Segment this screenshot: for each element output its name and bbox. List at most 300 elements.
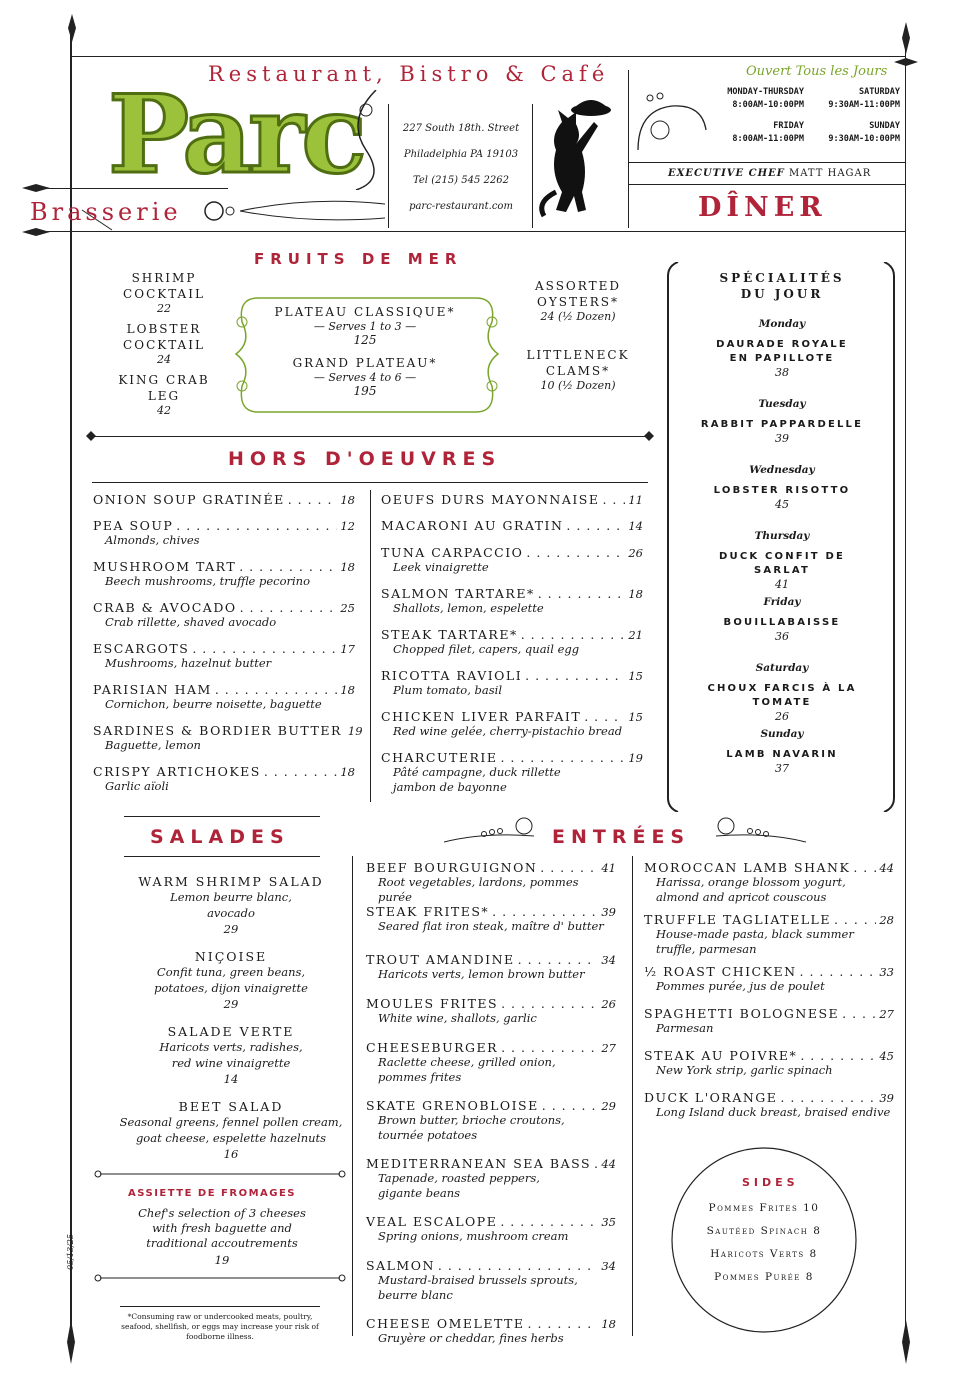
menu-item-name: TROUT AMANDINE (366, 952, 515, 967)
leader-dots (500, 1214, 598, 1229)
menu-item-name: RICOTTA RAVIOLI (381, 668, 523, 683)
menu-item-desc: Root vegetables, lardons, pommes purée (378, 875, 579, 904)
menu-item-desc: Parmesan (656, 1021, 714, 1035)
menu-item-price: 26 (628, 546, 643, 560)
hours-sunday (800, 120, 900, 146)
menu-item (644, 1048, 894, 1078)
menu-item-desc: Tapenade, roasted peppers, (378, 1171, 540, 1185)
corner-ornament-top-left (62, 14, 82, 54)
leader-dots (800, 964, 877, 979)
menu-item-name: VEAL ESCALOPE (366, 1214, 498, 1229)
corner-ornament-bottom-right (898, 1320, 914, 1364)
menu-item-desc: Beech mushrooms, truffle pecorino (105, 574, 311, 588)
leader-dots (842, 1006, 876, 1021)
menu-item-price: 39 (601, 905, 616, 919)
leader-dots (594, 1156, 598, 1171)
hours-days: FRIDAY (773, 121, 804, 131)
menu-item-row (381, 709, 643, 724)
special-of-day (690, 318, 874, 379)
chef-name: MATT HAGAR (788, 168, 872, 179)
menu-item-desc: Plum tomato, basil (393, 683, 503, 697)
corner-ornament-bottom-left (63, 1320, 79, 1364)
menu-item-desc: tournée potatoes (378, 1128, 478, 1142)
menu-item-desc: Mushrooms, hazelnut butter (105, 656, 272, 670)
menu-item-row (93, 600, 355, 615)
menu-item-row (93, 492, 355, 507)
ouvert-label: Ouvert Tous les Jours (746, 64, 888, 79)
plateau-block (260, 304, 470, 398)
seafood-price: 10 (½ Dozen) (540, 379, 616, 392)
menu-item (381, 750, 643, 795)
leader-dots (215, 682, 338, 697)
platter-price: 195 (353, 384, 377, 398)
special-day: Friday (763, 596, 801, 608)
menu-item-price: 29 (601, 1099, 616, 1113)
salad-price: 29 (223, 997, 239, 1011)
special-price: 38 (775, 366, 789, 379)
menu-item-price: 35 (601, 1215, 616, 1229)
menu-item-name: PARISIAN HAM (93, 682, 212, 697)
menu-item (381, 492, 643, 507)
menu-item-desc: Almonds, chives (105, 533, 200, 547)
menu-item-name: TRUFFLE TAGLIATELLE (644, 912, 831, 927)
salad-desc: Haricots verts, radishes, red wine vinaigrette (159, 1040, 303, 1070)
chef-line-top (628, 162, 905, 163)
leader-dots (834, 912, 876, 927)
menu-item-desc: Garlic aïoli (105, 779, 169, 793)
menu-item-row (644, 1090, 894, 1105)
sides-title: SIDES (742, 1176, 799, 1189)
menu-item-name: ½ ROAST CHICKEN (644, 964, 797, 979)
menu-item (366, 1316, 616, 1346)
address-block (396, 116, 526, 220)
menu-item (93, 764, 355, 794)
fruits-de-mer-left (104, 270, 224, 417)
swirl-ornament-right (336, 90, 386, 190)
fruits-de-mer-right (520, 278, 636, 392)
menu-item-desc: Seared flat iron steak, maître d' butter (378, 919, 604, 933)
salad-price: 16 (223, 1147, 239, 1161)
hours-days: SUNDAY (869, 121, 900, 131)
leader-dots (264, 764, 338, 779)
salades-bottom-line (124, 856, 320, 857)
menu-item-price: 21 (628, 628, 643, 642)
menu-item-desc: jambon de bayonne (393, 780, 507, 794)
menu-item (381, 518, 643, 533)
salad-price: 29 (223, 922, 239, 936)
menu-item-name: CHICKEN LIVER PARFAIT (381, 709, 582, 724)
special-dish: RABBIT PAPPARDELLE (700, 419, 864, 430)
menu-item-name: SKATE GRENOBLOISE (366, 1098, 539, 1113)
leader-dots (525, 668, 625, 683)
menu-item-desc: Chopped filet, capers, quail egg (393, 642, 580, 656)
menu-item-row (381, 668, 643, 683)
fromages-frame-bottom (92, 1272, 348, 1284)
specialites-bracket-right (882, 262, 896, 812)
menu-item (644, 912, 894, 957)
menu-item-name: TUNA CARPACCIO (381, 545, 524, 560)
menu-item-name: SPAGHETTI BOLOGNESE (644, 1006, 840, 1021)
menu-item-row (93, 559, 355, 574)
salades-list (96, 874, 366, 1162)
menu-item-name: CRISPY ARTICHOKES (93, 764, 261, 779)
menu-item-desc: Leek vinaigrette (393, 560, 489, 574)
leader-dots (288, 492, 338, 507)
menu-item-name: STEAK TARTARE* (381, 627, 518, 642)
hours-time: 9:30AM-11:00PM (828, 100, 900, 110)
menu-item-row (381, 492, 643, 507)
seafood-price: 24 (157, 353, 171, 366)
seafood-name: LOBSTER COCKTAIL (123, 322, 205, 352)
menu-item-row (644, 964, 894, 979)
menu-item-price: 44 (879, 861, 894, 875)
menu-item-price: 41 (601, 861, 616, 875)
menu-item-desc: beurre blanc (378, 1288, 453, 1302)
menu-item-desc: truffle, parmesan (656, 942, 757, 956)
menu-item-row (381, 627, 643, 642)
menu-item-name: OEUFS DURS MAYONNAISE (381, 492, 600, 507)
menu-item-desc: Shallots, lemon, espelette (393, 601, 544, 615)
special-dish: LOBSTER RISOTTO (713, 485, 851, 496)
menu-item (381, 709, 643, 739)
sides-list (680, 1202, 848, 1283)
menu-item-name: PEA SOUP (93, 518, 174, 533)
menu-item-price: 18 (340, 683, 355, 697)
leader-dots (540, 860, 598, 875)
executive-chef (668, 168, 871, 179)
menu-item-row (366, 1214, 616, 1229)
special-day: Monday (758, 318, 806, 330)
menu-item-name: CRAB & AVOCADO (93, 600, 237, 615)
menu-item-price: 14 (628, 519, 643, 533)
menu-item-desc: Raclette cheese, grilled onion, (378, 1055, 556, 1069)
restaurant-tagline: Restaurant, Bistro & Café (208, 62, 610, 86)
side-item: Pommes Frites 10 (708, 1202, 820, 1214)
menu-item (381, 668, 643, 698)
salad-desc: Seasonal greens, fennel pollen cream, goat cheese, espelette hazelnuts (119, 1115, 343, 1145)
hors-top-line (92, 482, 648, 483)
menu-item-desc: Gruyère or cheddar, fines herbs (378, 1331, 564, 1345)
special-price: 37 (775, 762, 789, 775)
menu-item (644, 1090, 894, 1120)
menu-item-price: 12 (340, 519, 355, 533)
menu-item-row (93, 641, 355, 656)
menu-item-price: 27 (601, 1041, 616, 1055)
special-of-day (690, 398, 874, 445)
address-street: 227 South 18th. Street (402, 123, 520, 134)
menu-item-desc: Harissa, orange blossom yogurt, (656, 875, 846, 889)
leader-dots (538, 586, 626, 601)
menu-item-row (644, 1048, 894, 1063)
menu-item (381, 545, 643, 575)
menu-item-price: 11 (628, 493, 643, 507)
menu-item-price: 39 (879, 1091, 894, 1105)
menu-item-desc: Baguette, lemon (105, 738, 201, 752)
special-day: Thursday (754, 530, 810, 542)
fromages-frame-top (92, 1168, 348, 1180)
platter-serves: — Serves 1 to 3 — (313, 320, 417, 333)
address-phone: Tel (215) 545 2262 (413, 175, 509, 186)
entrees-left-border (352, 856, 353, 1336)
menu-item (366, 1098, 616, 1143)
special-dish: LAMB NAVARIN (726, 749, 838, 760)
leader-dots (853, 860, 876, 875)
menu-item-desc: Haricots verts, lemon brown butter (378, 967, 585, 981)
swirl-ornament (200, 196, 390, 226)
menu-item (366, 904, 616, 934)
seafood-price: 22 (157, 302, 171, 315)
side-item: Sautéed Spinach 8 (706, 1225, 822, 1237)
menu-item (644, 964, 894, 994)
meal-title: DÎNER (698, 192, 827, 223)
special-dish: CHOUX FARCIS À LA TOMATE (707, 683, 857, 708)
menu-item-desc: Crab rillette, shaved avocado (105, 615, 277, 629)
print-date: 05/13/25 (66, 1234, 75, 1270)
menu-item-name: MACARONI AU GRATIN (381, 518, 564, 533)
leader-dots (800, 1048, 876, 1063)
specialites-bracket-left (666, 262, 680, 812)
specialites-title: SPÉCIALITÉS DU JOUR (719, 271, 845, 301)
hours-time: 9:30AM-10:00PM (828, 134, 900, 144)
menu-item-name: MOROCCAN LAMB SHANK (644, 860, 851, 875)
seafood-name: SHRIMP COCKTAIL (123, 271, 205, 301)
menu-item-desc: White wine, shallots, garlic (378, 1011, 537, 1025)
menu-item-price: 25 (340, 601, 355, 615)
menu-item-row (93, 682, 355, 697)
menu-item-row (366, 952, 616, 967)
menu-item-price: 18 (340, 560, 355, 574)
menu-item-desc: Long Island duck breast, braised endive (656, 1105, 891, 1119)
menu-item-desc: Red wine gelée, cherry-pistachio bread (393, 724, 623, 738)
entrees-title: ENTRÉES (552, 826, 691, 848)
header-bottom-line (28, 231, 905, 232)
menu-item-row (366, 904, 616, 919)
menu-item-price: 45 (879, 1049, 894, 1063)
menu-item-desc: House-made pasta, black summer (656, 927, 854, 941)
leader-dots (500, 750, 625, 765)
menu-item-price: 44 (601, 1157, 616, 1171)
menu-item-price: 18 (340, 765, 355, 779)
menu-item-price: 26 (601, 997, 616, 1011)
cat-waiter-illustration (536, 92, 626, 218)
menu-item-row (366, 860, 616, 875)
seafood-name: KING CRAB LEG (118, 373, 210, 403)
leader-dots (501, 996, 598, 1011)
platter-name: GRAND PLATEAU* (292, 356, 438, 370)
menu-item (644, 860, 894, 905)
leader-dots (528, 1316, 599, 1331)
hors-divider (370, 490, 371, 802)
salad-name: SALADE VERTE (167, 1024, 295, 1039)
menu-item-row (366, 1258, 616, 1273)
leader-dots (602, 492, 625, 507)
special-day: Sunday (760, 728, 804, 740)
menu-item-price: 34 (601, 1259, 616, 1273)
menu-item-row (644, 860, 894, 875)
menu-item-row (381, 545, 643, 560)
menu-item (366, 1258, 616, 1303)
menu-item (93, 600, 355, 630)
leader-dots (176, 518, 337, 533)
menu-item-row (366, 1316, 616, 1331)
hours-time: 8:00AM-11:00PM (732, 134, 804, 144)
menu-item-price: 18 (340, 493, 355, 507)
disclaimer: *Consuming raw or undercooked meats, poultry, seafood, shellfish, or eggs may increase your risk of foodborne illness. (121, 1312, 319, 1341)
fromages-title: ASSIETTE DE FROMAGES (128, 1188, 297, 1199)
menu-item-name: SARDINES & BORDIER BUTTER (93, 723, 342, 738)
side-item: Pommes Purée 8 (714, 1271, 814, 1283)
seafood-price: 42 (157, 404, 171, 417)
menu-item-name: DUCK L'ORANGE (644, 1090, 778, 1105)
menu-item-price: 18 (628, 587, 643, 601)
leader-dots (240, 600, 338, 615)
special-of-day (690, 662, 874, 723)
menu-item-price: 15 (628, 669, 643, 683)
menu-item-desc: Spring onions, mushroom cream (378, 1229, 569, 1243)
menu-item-row (381, 586, 643, 601)
salad-desc: Confit tuna, green beans, potatoes, dijon vinaigrette (154, 965, 308, 995)
menu-item (366, 860, 616, 905)
menu-item-name: ONION SOUP GRATINÉE (93, 492, 285, 507)
menu-item-desc: Brown butter, brioche croutons, (378, 1113, 565, 1127)
menu-item (93, 559, 355, 589)
menu-item-row (366, 996, 616, 1011)
platter-price: 125 (353, 333, 377, 347)
hours-days: SATURDAY (859, 87, 900, 97)
salad-price: 14 (223, 1072, 239, 1086)
menu-item (366, 1214, 616, 1244)
chef-line-bottom (628, 184, 905, 185)
menu-item-row (381, 750, 643, 765)
chef-label: EXECUTIVE CHEF (668, 168, 785, 179)
hours-friday (700, 120, 804, 146)
seafood-name: ASSORTED OYSTERS* (535, 279, 621, 309)
menu-item-price: 27 (879, 1007, 894, 1021)
leader-dots (780, 1090, 876, 1105)
menu-item (366, 1040, 616, 1085)
entrees-ornament-left (444, 812, 548, 852)
svg-text:Parc: Parc (108, 76, 363, 186)
menu-item-row (93, 764, 355, 779)
menu-item-name: MOULES FRITES (366, 996, 499, 1011)
salad-name: NIÇOISE (194, 949, 268, 964)
special-of-day (690, 464, 874, 511)
menu-item (93, 723, 363, 753)
menu-item-row (366, 1098, 616, 1113)
menu-item-name: BEEF BOURGUIGNON (366, 860, 538, 875)
leader-dots (501, 1040, 598, 1055)
menu-item-name: MEDITERRANEAN SEA BASS (366, 1156, 592, 1171)
leader-dots (521, 627, 626, 642)
salades-title: SALADES (150, 826, 290, 848)
address-website[interactable]: parc-restaurant.com (409, 201, 513, 212)
special-price: 45 (775, 498, 789, 511)
special-price: 26 (775, 710, 789, 723)
menu-item-name: STEAK AU POIVRE* (644, 1048, 798, 1063)
leader-dots (542, 1098, 599, 1113)
hours-days: MONDAY-THURSDAY (727, 87, 804, 97)
special-day: Tuesday (758, 398, 806, 410)
salad-name: WARM SHRIMP SALAD (138, 874, 324, 889)
menu-item-name: SALMON (366, 1258, 435, 1273)
leader-dots (526, 545, 625, 560)
brasserie-label: Brasserie (30, 198, 182, 226)
menu-item-name: ESCARGOTS (93, 641, 190, 656)
right-frame-line (905, 30, 906, 1350)
salades-top-line (124, 816, 320, 817)
menu-item (366, 1156, 616, 1201)
leader-dots (566, 518, 625, 533)
header-divider-3 (628, 70, 629, 228)
special-price: 36 (775, 630, 789, 643)
entrees-center-divider (632, 856, 633, 1336)
address-city: Philadelphia PA 19103 (403, 149, 519, 160)
menu-item-row (93, 723, 363, 738)
menu-item-desc: New York strip, garlic spinach (656, 1063, 833, 1077)
leader-dots (518, 952, 599, 967)
menu-item-row (644, 1006, 894, 1021)
seafood-price: 24 (½ Dozen) (540, 310, 616, 323)
menu-item-desc: Pâté campagne, duck rillette (393, 765, 561, 779)
special-of-day (690, 728, 874, 775)
hours-time: 8:00AM-10:00PM (732, 100, 804, 110)
menu-item-name: CHEESEBURGER (366, 1040, 499, 1055)
leader-dots (239, 559, 337, 574)
menu-item-price: 34 (601, 953, 616, 967)
special-of-day (690, 596, 874, 643)
menu-item-name: SALMON TARTARE* (381, 586, 535, 601)
hors-doeuvres-title: HORS D'OEUVRES (228, 448, 502, 470)
menu-item-row (381, 518, 643, 533)
menu-item-desc: Mustard-braised brussels sprouts, (378, 1273, 578, 1287)
menu-item-desc: pommes frites (378, 1070, 462, 1084)
menu-item (366, 996, 616, 1026)
divider-end-right (644, 431, 654, 441)
menu-item-price: 19 (628, 751, 643, 765)
menu-item (93, 518, 355, 548)
menu-item (93, 641, 355, 671)
menu-item-price: 18 (601, 1317, 616, 1331)
menu-item-price: 15 (628, 710, 643, 724)
header-top-line (70, 56, 905, 57)
fruits-de-mer-title: FRUITS DE MER (254, 250, 463, 268)
special-dish: DAURADE ROYALE EN PAPILLOTE (716, 339, 848, 364)
menu-item-price: 19 (347, 724, 363, 738)
menu-item (366, 952, 616, 982)
platter-serves: — Serves 4 to 6 — (313, 371, 417, 384)
menu-item-desc: Cornichon, beurre noisette, baguette (105, 697, 322, 711)
menu-item-name: CHEESE OMELETTE (366, 1316, 525, 1331)
menu-item-row (366, 1040, 616, 1055)
special-day: Wednesday (749, 464, 815, 476)
menu-item-desc: Pommes purée, jus de poulet (656, 979, 825, 993)
fruits-divider (92, 436, 648, 437)
menu-item-name: STEAK FRITES* (366, 904, 490, 919)
seafood-name: LITTLENECK CLAMS* (526, 348, 630, 378)
disclaimer-line (120, 1306, 320, 1307)
leader-dots (584, 709, 625, 724)
fromages-desc: Chef's selection of 3 cheeses with fresh baguette and traditional accoutrements (138, 1206, 306, 1250)
menu-item (93, 492, 355, 507)
platter-name: PLATEAU CLASSIQUE* (274, 305, 456, 319)
special-day: Saturday (755, 662, 809, 674)
menu-item-row (366, 1156, 616, 1171)
divider-end-left (86, 431, 96, 441)
salad-name: BEET SALAD (178, 1099, 284, 1114)
side-item: Haricots Verts 8 (710, 1248, 818, 1260)
menu-item-row (644, 912, 894, 927)
menu-item-desc: gigante beans (378, 1186, 461, 1200)
